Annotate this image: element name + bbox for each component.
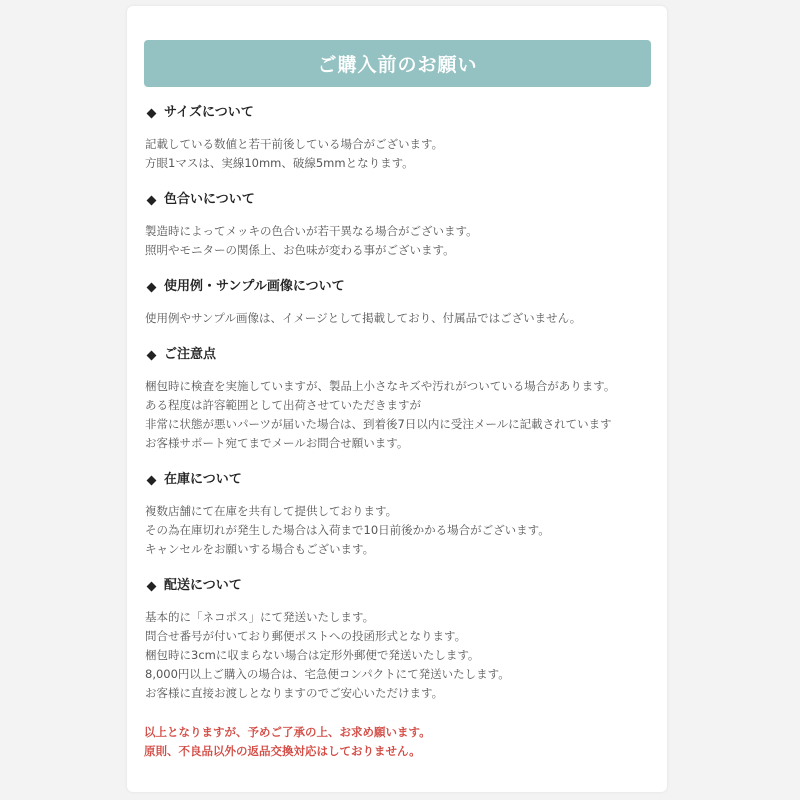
notice-line: 原則、不良品以外の返品交換対応はしておりません。 (144, 744, 421, 758)
section (145, 345, 651, 453)
section-text-line: お客様サポート宛てまでメールお問合せ願います。 (145, 436, 409, 450)
section (145, 103, 651, 173)
section-text-line: その為在庫切れが発生した場合は入荷まで10日前後かかる場合がございます。 (145, 523, 550, 537)
section-text-line: 記載している数値と若干前後している場合がございます。 (145, 137, 444, 151)
section-text-line: ある程度は許容範囲として出荷させていただきますが (145, 398, 421, 412)
section-text-line: 問合せ番号が付いており郵便ポストへの投函形式となります。 (145, 629, 467, 643)
section-text-line: 基本的に「ネコポス」にて発送いたします。 (145, 610, 375, 624)
diamond-bullet-icon (147, 581, 157, 591)
section-heading-text: 配送について (164, 578, 242, 593)
section (145, 576, 651, 703)
section-text-line: 照明やモニターの関係上、お色味が変わる事がございます。 (145, 243, 455, 257)
section-heading (145, 576, 651, 596)
page-title: ご購入前のお願い (144, 40, 651, 87)
section-heading (145, 103, 651, 123)
section-text-line: 梱包時に3cmに収まらない場合は定形外郵便で発送いたします。 (145, 648, 480, 662)
section-text-line: 8,000円以上ご購入の場合は、宅急便コンパクトにて発送いたします。 (145, 667, 510, 681)
section-heading-text: 使用例・サンプル画像について (164, 279, 345, 294)
section-text-line: キャンセルをお願いする場合もございます。 (145, 542, 375, 556)
diamond-bullet-icon (147, 108, 157, 118)
section-text-line: 梱包時に検査を実施していますが、製品上小さなキズや汚れがついている場合があります。 (145, 379, 616, 393)
section-text-line: 複数店舗にて在庫を共有して提供しております。 (145, 504, 398, 518)
section-heading (145, 277, 651, 297)
diamond-bullet-icon (147, 195, 157, 205)
diamond-bullet-icon (147, 475, 157, 485)
notice-line: 以上となりますが、予めご了承の上、お求め願います。 (144, 725, 431, 739)
section-heading-text: サイズについて (164, 105, 254, 120)
notice-card (127, 6, 667, 792)
section-text-line: 方眼1マスは、実線10mm、破線5mmとなります。 (145, 156, 414, 170)
section (145, 277, 651, 328)
diamond-bullet-icon (147, 282, 157, 292)
section-heading-text: 在庫について (164, 472, 242, 487)
section-text-line: 使用例やサンプル画像は、イメージとして掲載しており、付属品ではございません。 (145, 311, 582, 325)
diamond-bullet-icon (147, 350, 157, 360)
section-text-line: 非常に状態が悪いパーツが届いた場合は、到着後7日以内に受注メールに記載されています (145, 417, 612, 431)
section (145, 470, 651, 559)
important-notice (144, 723, 651, 761)
section-heading (145, 470, 651, 490)
section-heading (145, 190, 651, 210)
section-text-line: お客様に直接お渡しとなりますのでご安心いただけます。 (145, 686, 444, 700)
section-heading-text: 色合いについて (164, 192, 255, 207)
sections (144, 103, 651, 703)
section-text-line: 製造時によってメッキの色合いが若干異なる場合がございます。 (145, 224, 478, 238)
section (145, 190, 651, 260)
section-heading-text: ご注意点 (164, 347, 217, 362)
section-heading (145, 345, 651, 365)
